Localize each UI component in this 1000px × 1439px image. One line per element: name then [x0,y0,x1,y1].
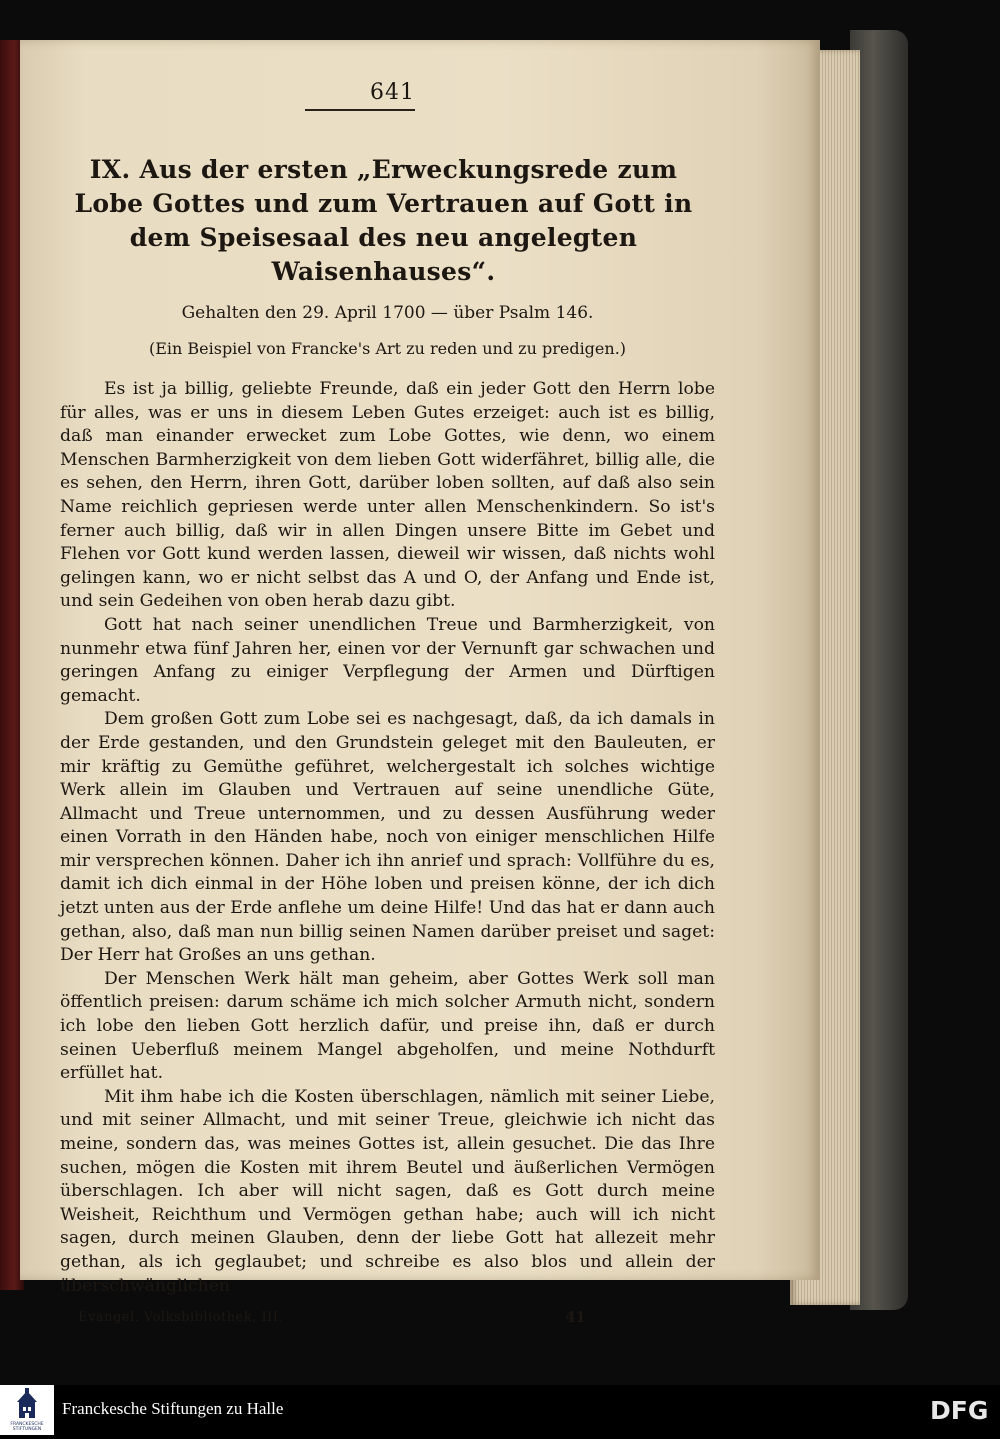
paragraph: Der Menschen Werk hält man geheim, aber Gottes Werk soll man öffentlich preisen: darum schäme ich mich solcher Armuth nicht, sondern ich lobe den lieben Gott herzlich dafür, und preise ihn, daß er durch seinen Ueberfluß meinem Mangel abgeholfen, und meine Nothdurft erfüllet hat. [60,968,715,1084]
dfg-logo-icon [930,1395,990,1425]
viewer-banner [0,1385,1000,1435]
paragraph: Mit ihm habe ich die Kosten überschlagen, nämlich mit seiner Liebe, und mit seiner Allmacht, und mit seiner Treue, gleichwie ich nicht das meine, sondern das, was meines Gottes ist, allein gesuchet. Die das Ihre suchen, mögen die Kosten mit ihrem Beutel und äußerlichen Vermögen überschlagen. Ich aber will nicht sagen, daß es Gott durch meine Weisheit, Reichthum und Vermögen gethan habe; auch will ich nicht sagen, durch meinen Glauben, denn der liebe Gott hat allezeit mehr gethan, als ich geglaubet; und schreibe es also blos und allein der überschwänglichen [60,1086,715,1296]
chapter-subtitle: Gehalten den 29. April 1700 — über Psalm 146. [181,303,594,323]
page-content [60,80,715,1330]
institution-logo[interactable] [0,1385,54,1435]
dfg-logo [930,1395,990,1429]
chapter-title: IX. Aus der ersten „Erweckungsrede zum Lobe Gottes und zum Vertrauen auf Gott in dem Speisesaal des neu angelegten Waisenhauses“. [74,155,693,286]
body-text [60,378,715,1298]
footer-sheet-number: 41 [565,1308,586,1327]
paragraph: Es ist ja billig, geliebte Freunde, daß ein jeder Gott den Herrn lobe für alles, was er uns in diesem Leben Gutes erzeiget: auch ist es billig, daß man einander erwecket zum Lobe Gottes, wie denn, wo einem Menschen Barmherzigkeit von dem lieben Gott widerfähret, billig alle, die es sehen, den Herrn, ihren Gott, darüber loben sollten, auf daß also sein Name reichlich gepriesen werde unter allen Menschenkindern. So ist's ferner auch billig, daß wir in allen Dingen unsere Bitte im Gebet und Flehen vor Gott kund werden lassen, dieweil wir wissen, daß nichts wohl gelingen kann, wo er nicht selbst das A und O, der Anfang und Ende ist, und sein Gedeihen von oben herab dazu gibt. [60,379,715,612]
paragraph: Dem großen Gott zum Lobe sei es nachgesagt, daß, da ich damals in der Erde gestanden, und den Grundstein geleget mit den Bauleuten, er mir kräftig zu Gemüthe geführet, welchergestalt ich solches wichtige Werk allein im Glauben und Vertrauen auf seine unendliche Güte, Allmacht und Treue unternommen, und zu dessen Ausführung weder einen Vorrath in den Händen habe, noch von einiger menschlichen Hilfe mir versprechen können. Daher ich ihn anrief und sprach: Vollführe du es, damit ich dich einmal in der Höhe loben und preisen könne, der ich dich jetzt unten aus der Erde anflehe um deine Hilfe! Und das hat er dann auch gethan, also, daß man nun billig seinen Namen darüber preiset und saget: Der Herr hat Großes an uns gethan. [60,709,715,966]
chapter-note: (Ein Beispiel von Francke's Art zu reden und zu predigen.) [148,339,627,358]
page-footer [60,1308,715,1330]
footer-signature: Evangel. Volksbibliothek, III. [78,1310,284,1326]
institution-name: Franckesche Stiftungen zu Halle [62,1399,284,1418]
paragraph: Gott hat nach seiner unendlichen Treue und Barmherzigkeit, von nunmehr etwa fünf Jahren her, einen vor der Vernunft gar schwachen und geringen Anfang zu einiger Verpflegung der Armen und Dürftigen gemacht. [60,614,715,706]
logo-label: FRANCKESCHE STIFTUNGEN [10,1422,44,1432]
dfg-logo-text: DFG [930,1396,989,1425]
page-number: 641 [370,80,415,105]
page-number-rule [305,109,415,111]
